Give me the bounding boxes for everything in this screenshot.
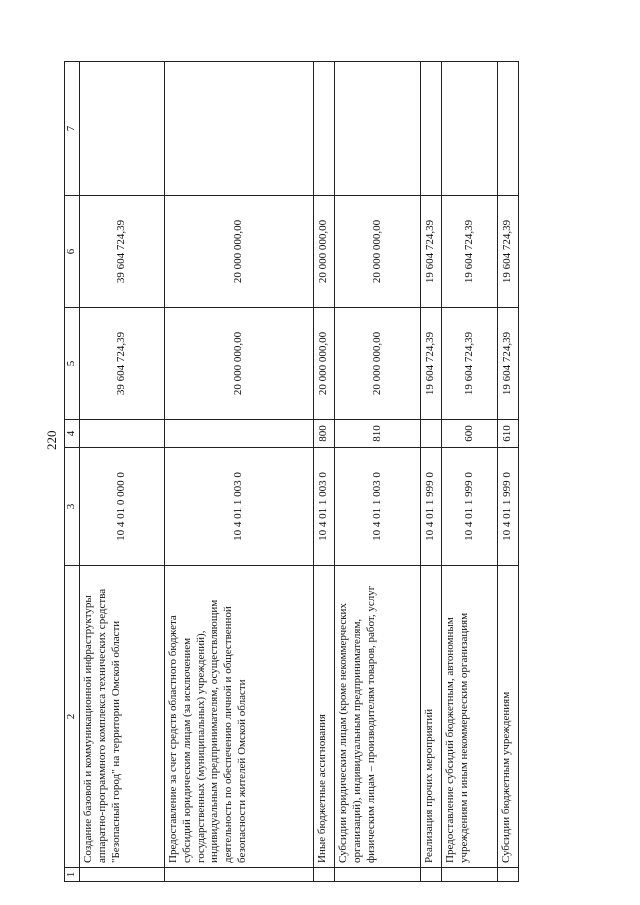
table-row	[80, 62, 165, 882]
row-number-cell	[335, 868, 421, 882]
row-name-cell: Реализация прочих мероприятий	[421, 566, 442, 868]
row-type-cell: 810	[335, 420, 421, 448]
row-code-cell: 10 4 01 1 999 0	[442, 448, 498, 566]
column-header: 5	[65, 308, 80, 420]
row-value-6-cell: 19 604 724,39	[442, 196, 498, 308]
row-value-7-cell	[442, 62, 498, 196]
row-name-cell: Предоставление за счет средств областного бюджета субсидий юридическим лицам (за исключением государственных (муниципальных) учреждений), индивидуальным предпринимателям, осуществляющим деятельность по обеспечению личной и общественной безопасности жителей Омской области	[165, 566, 314, 868]
budget-table	[64, 61, 519, 882]
table-row	[314, 62, 335, 882]
row-code-cell: 10 4 01 1 003 0	[335, 448, 421, 566]
page-number: 220	[44, 430, 59, 450]
column-number-row	[65, 62, 80, 882]
row-value-5-cell: 19 604 724,39	[498, 308, 519, 420]
row-value-7-cell	[80, 62, 165, 196]
row-name-cell: Субсидии бюджетным учреждениям	[498, 566, 519, 868]
row-value-5-cell: 19 604 724,39	[442, 308, 498, 420]
row-value-6-cell: 39 604 724,39	[80, 196, 165, 308]
table-row	[498, 62, 519, 882]
row-name-cell: Создание базовой и коммуникационной инфраструктуры аппаратно-программного комплекса технических средства "Безопасный город" на территории Омской области	[80, 566, 165, 868]
column-header: 2	[65, 566, 80, 868]
row-number-cell	[80, 868, 165, 882]
budget-table-sheet	[64, 62, 580, 882]
row-number-cell	[442, 868, 498, 882]
column-header: 3	[65, 448, 80, 566]
column-header: 7	[65, 62, 80, 196]
row-code-cell: 10 4 01 1 999 0	[421, 448, 442, 566]
table-row	[335, 62, 421, 882]
row-type-cell	[421, 420, 442, 448]
row-code-cell: 10 4 01 0 000 0	[80, 448, 165, 566]
row-value-5-cell: 20 000 000,00	[314, 308, 335, 420]
row-value-6-cell: 19 604 724,39	[498, 196, 519, 308]
table-row	[442, 62, 498, 882]
row-code-cell: 10 4 01 1 999 0	[498, 448, 519, 566]
column-header: 1	[65, 868, 80, 882]
row-type-cell: 800	[314, 420, 335, 448]
row-number-cell	[314, 868, 335, 882]
row-code-cell: 10 4 01 1 003 0	[165, 448, 314, 566]
row-value-6-cell: 20 000 000,00	[314, 196, 335, 308]
row-value-7-cell	[421, 62, 442, 196]
table-row	[421, 62, 442, 882]
row-number-cell	[421, 868, 442, 882]
row-number-cell	[498, 868, 519, 882]
row-value-6-cell: 20 000 000,00	[165, 196, 314, 308]
row-code-cell: 10 4 01 1 003 0	[314, 448, 335, 566]
row-number-cell	[165, 868, 314, 882]
row-value-7-cell	[498, 62, 519, 196]
row-name-cell: Предоставление субсидий бюджетным, автономным учреждениям и иным некоммерческим организациям	[442, 566, 498, 868]
row-value-7-cell	[165, 62, 314, 196]
column-header: 4	[65, 420, 80, 448]
row-type-cell: 600	[442, 420, 498, 448]
row-value-7-cell	[335, 62, 421, 196]
row-value-5-cell: 19 604 724,39	[421, 308, 442, 420]
row-value-6-cell: 19 604 724,39	[421, 196, 442, 308]
row-type-cell	[165, 420, 314, 448]
row-value-5-cell: 20 000 000,00	[165, 308, 314, 420]
column-header: 6	[65, 196, 80, 308]
row-value-6-cell: 20 000 000,00	[335, 196, 421, 308]
table-row	[165, 62, 314, 882]
row-value-5-cell: 39 604 724,39	[80, 308, 165, 420]
row-value-7-cell	[314, 62, 335, 196]
row-value-5-cell: 20 000 000,00	[335, 308, 421, 420]
row-type-cell	[80, 420, 165, 448]
row-name-cell: Иные бюджетные ассигнования	[314, 566, 335, 868]
row-type-cell: 610	[498, 420, 519, 448]
row-name-cell: Субсидии юридическим лицам (кроме некоммерческих организаций), индивидуальным предпринимателям, физическим лицам – производителям товаров, работ, услуг	[335, 566, 421, 868]
